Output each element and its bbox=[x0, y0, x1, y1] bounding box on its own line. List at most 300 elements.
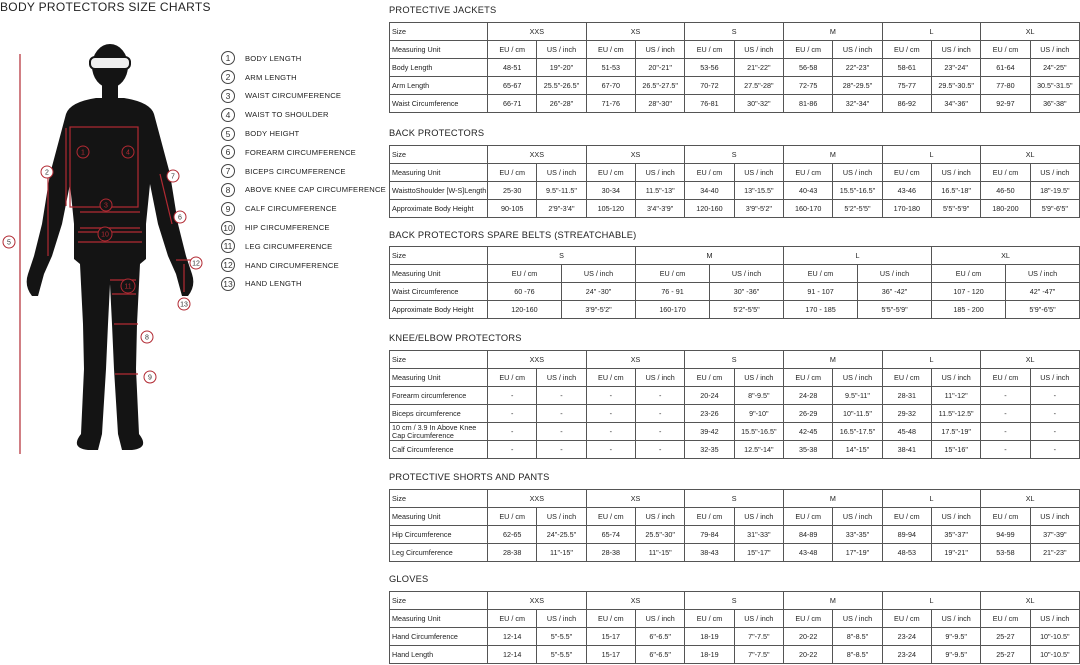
svg-text:13: 13 bbox=[180, 301, 188, 309]
size-heading-cell: XXS bbox=[488, 146, 587, 164]
value-cell: 5"-5.5" bbox=[537, 646, 586, 664]
value-cell: 170-180 bbox=[882, 200, 931, 218]
value-cell: - bbox=[1030, 405, 1079, 423]
legend-item bbox=[221, 181, 391, 200]
size-heading-cell: L bbox=[882, 592, 981, 610]
value-cell: 13"-15.5" bbox=[734, 182, 783, 200]
unit-cell: EU / cm bbox=[784, 369, 833, 387]
legend-item bbox=[221, 162, 391, 181]
value-cell: 30" -36" bbox=[710, 283, 784, 301]
size-label-cell: Size bbox=[390, 490, 488, 508]
legend-number-badge: 9 bbox=[221, 202, 235, 216]
value-cell: 42-45 bbox=[784, 423, 833, 441]
legend-number-badge: 10 bbox=[221, 221, 235, 235]
value-cell: 91 - 107 bbox=[784, 283, 858, 301]
value-cell: 51-53 bbox=[586, 59, 635, 77]
row-label-cell: Waist Circumference bbox=[390, 283, 488, 301]
figure-marker-3 bbox=[100, 199, 112, 211]
unit-header-row bbox=[390, 265, 1080, 283]
value-cell: 25.5"-30" bbox=[636, 526, 685, 544]
value-cell: 105-120 bbox=[586, 200, 635, 218]
unit-cell: US / inch bbox=[1030, 41, 1079, 59]
row-label-cell: WaisttoShoulder [W-S]Length bbox=[390, 182, 488, 200]
unit-cell: EU / cm bbox=[636, 265, 710, 283]
unit-cell: EU / cm bbox=[784, 265, 858, 283]
section-title: PROTECTIVE JACKETS bbox=[389, 5, 497, 15]
legend-item bbox=[221, 275, 391, 294]
value-cell: - bbox=[1030, 423, 1079, 441]
value-cell: 170 - 185 bbox=[784, 301, 858, 319]
value-cell: 61-64 bbox=[981, 59, 1030, 77]
size-table bbox=[389, 145, 1080, 218]
value-cell: 40-43 bbox=[784, 182, 833, 200]
row-label-cell: Hand Length bbox=[390, 646, 488, 664]
figure-marker-10 bbox=[98, 227, 112, 241]
value-cell: 19"-20" bbox=[537, 59, 586, 77]
size-header-row bbox=[390, 146, 1080, 164]
value-cell: 10"-10.5" bbox=[1030, 646, 1079, 664]
table-row bbox=[390, 544, 1080, 562]
value-cell: 53-56 bbox=[685, 59, 734, 77]
value-cell: 94-99 bbox=[981, 526, 1030, 544]
value-cell: 76 - 91 bbox=[636, 283, 710, 301]
value-cell: - bbox=[537, 441, 586, 459]
legend-label: LEG CIRCUMFERENCE bbox=[245, 241, 333, 251]
figure-marker-8 bbox=[141, 331, 153, 343]
value-cell: 15"-16" bbox=[931, 441, 980, 459]
value-cell: 18-19 bbox=[685, 646, 734, 664]
value-cell: - bbox=[586, 441, 635, 459]
value-cell: 11.5"-12.5" bbox=[931, 405, 980, 423]
value-cell: 15.5"-16.5" bbox=[833, 182, 882, 200]
legend-number-badge: 5 bbox=[221, 127, 235, 141]
value-cell: 67-70 bbox=[586, 77, 635, 95]
value-cell: 23-24 bbox=[882, 646, 931, 664]
size-label-cell: Size bbox=[390, 592, 488, 610]
value-cell: 5"-5.5" bbox=[537, 628, 586, 646]
legend-item bbox=[221, 87, 391, 106]
value-cell: 28-31 bbox=[882, 387, 931, 405]
value-cell: 31"-33" bbox=[734, 526, 783, 544]
value-cell: 28-38 bbox=[586, 544, 635, 562]
value-cell: 56-58 bbox=[784, 59, 833, 77]
unit-cell: US / inch bbox=[1030, 164, 1079, 182]
value-cell: 20-22 bbox=[784, 628, 833, 646]
svg-text:9: 9 bbox=[148, 374, 152, 382]
legend-label: BICEPS CIRCUMFERENCE bbox=[245, 166, 346, 176]
unit-label-cell: Measuring Unit bbox=[390, 265, 488, 283]
size-heading-cell: S bbox=[685, 23, 784, 41]
unit-header-row bbox=[390, 369, 1080, 387]
value-cell: - bbox=[488, 423, 537, 441]
unit-cell: US / inch bbox=[636, 610, 685, 628]
unit-cell: US / inch bbox=[833, 369, 882, 387]
legend-item bbox=[221, 143, 391, 162]
legend-number-badge: 7 bbox=[221, 164, 235, 178]
unit-cell: EU / cm bbox=[981, 369, 1030, 387]
measurement-legend bbox=[221, 49, 391, 293]
value-cell: 21"-22" bbox=[734, 59, 783, 77]
unit-cell: US / inch bbox=[931, 508, 980, 526]
value-cell: 17"-19" bbox=[833, 544, 882, 562]
value-cell: 36"-38" bbox=[1030, 95, 1079, 113]
size-heading-cell: XXS bbox=[488, 490, 587, 508]
unit-cell: US / inch bbox=[537, 164, 586, 182]
legend-label: WAIST TO SHOULDER bbox=[245, 110, 329, 120]
table-row bbox=[390, 387, 1080, 405]
value-cell: 25-30 bbox=[488, 182, 537, 200]
svg-text:3: 3 bbox=[104, 202, 108, 210]
size-heading-cell: XS bbox=[586, 146, 685, 164]
body-measurement-figure bbox=[0, 24, 215, 464]
size-heading-cell: XS bbox=[586, 351, 685, 369]
value-cell: 66-71 bbox=[488, 95, 537, 113]
size-table bbox=[389, 489, 1080, 562]
value-cell: 120-160 bbox=[488, 301, 562, 319]
unit-cell: EU / cm bbox=[685, 164, 734, 182]
svg-text:1: 1 bbox=[81, 149, 85, 157]
value-cell: 30"-32" bbox=[734, 95, 783, 113]
value-cell: 7"-7.5" bbox=[734, 628, 783, 646]
section-title: KNEE/ELBOW PROTECTORS bbox=[389, 333, 522, 343]
unit-cell: US / inch bbox=[636, 369, 685, 387]
value-cell: 15"-17" bbox=[734, 544, 783, 562]
legend-item bbox=[221, 68, 391, 87]
legend-number-badge: 1 bbox=[221, 51, 235, 65]
value-cell: 84-89 bbox=[784, 526, 833, 544]
row-label-cell: Hip Circumference bbox=[390, 526, 488, 544]
section-title: PROTECTIVE SHORTS AND PANTS bbox=[389, 472, 550, 482]
goggles-icon bbox=[90, 57, 130, 69]
value-cell: 3'4"-3'9" bbox=[636, 200, 685, 218]
value-cell: 43-46 bbox=[882, 182, 931, 200]
svg-text:7: 7 bbox=[171, 173, 175, 181]
legend-label: CALF CIRCUMFERENCE bbox=[245, 204, 337, 214]
value-cell: 30.5"-31.5" bbox=[1030, 77, 1079, 95]
unit-cell: EU / cm bbox=[981, 508, 1030, 526]
size-label-cell: Size bbox=[390, 23, 488, 41]
unit-cell: US / inch bbox=[734, 508, 783, 526]
value-cell: - bbox=[981, 423, 1030, 441]
unit-cell: US / inch bbox=[1006, 265, 1080, 283]
unit-cell: EU / cm bbox=[488, 369, 537, 387]
figure-marker-5 bbox=[3, 236, 15, 248]
unit-header-row bbox=[390, 164, 1080, 182]
value-cell: - bbox=[586, 423, 635, 441]
value-cell: 160-170 bbox=[636, 301, 710, 319]
unit-cell: US / inch bbox=[537, 41, 586, 59]
section-title: BACK PROTECTORS bbox=[389, 128, 485, 138]
size-header-row bbox=[390, 247, 1080, 265]
unit-cell: US / inch bbox=[931, 41, 980, 59]
value-cell: 24"-25" bbox=[1030, 59, 1079, 77]
unit-label-cell: Measuring Unit bbox=[390, 41, 488, 59]
size-heading-cell: S bbox=[685, 146, 784, 164]
value-cell: 5'9"-6'5" bbox=[1030, 200, 1079, 218]
value-cell: 18"-19.5" bbox=[1030, 182, 1079, 200]
row-label-cell: 10 cm / 3.9 In Above Knee Cap Circumference bbox=[390, 423, 488, 441]
figure-marker-13 bbox=[178, 298, 190, 310]
table-row bbox=[390, 301, 1080, 319]
row-label-cell: Approximate Body Height bbox=[390, 301, 488, 319]
value-cell: 9.5"-11.5" bbox=[537, 182, 586, 200]
value-cell: 28"-29.5" bbox=[833, 77, 882, 95]
value-cell: 20"-21" bbox=[636, 59, 685, 77]
size-heading-cell: M bbox=[784, 490, 883, 508]
unit-header-row bbox=[390, 41, 1080, 59]
table-row bbox=[390, 200, 1080, 218]
value-cell: 5'9"-6'5" bbox=[1006, 301, 1080, 319]
legend-label: BODY HEIGHT bbox=[245, 129, 300, 139]
section-title: BACK PROTECTORS SPARE BELTS (STREATCHABLE) bbox=[389, 230, 637, 240]
value-cell: 23-26 bbox=[685, 405, 734, 423]
unit-cell: US / inch bbox=[636, 164, 685, 182]
legend-number-badge: 3 bbox=[221, 89, 235, 103]
row-label-cell: Waist Circumference bbox=[390, 95, 488, 113]
size-heading-cell: XL bbox=[932, 247, 1080, 265]
value-cell: 65-67 bbox=[488, 77, 537, 95]
size-heading-cell: L bbox=[882, 23, 981, 41]
value-cell: 32"-34" bbox=[833, 95, 882, 113]
row-label-cell: Approximate Body Height bbox=[390, 200, 488, 218]
value-cell: 23"-24" bbox=[931, 59, 980, 77]
legend-number-badge: 11 bbox=[221, 239, 235, 253]
legend-label: ARM LENGTH bbox=[245, 72, 297, 82]
unit-cell: US / inch bbox=[858, 265, 932, 283]
svg-text:5: 5 bbox=[7, 239, 11, 247]
unit-cell: US / inch bbox=[710, 265, 784, 283]
size-heading-cell: L bbox=[882, 146, 981, 164]
svg-text:4: 4 bbox=[126, 149, 130, 157]
value-cell: 12-14 bbox=[488, 628, 537, 646]
row-label-cell: Body Length bbox=[390, 59, 488, 77]
unit-cell: US / inch bbox=[636, 41, 685, 59]
figure-marker-9 bbox=[144, 371, 156, 383]
size-label-cell: Size bbox=[390, 247, 488, 265]
value-cell: 180-200 bbox=[981, 200, 1030, 218]
value-cell: - bbox=[1030, 441, 1079, 459]
value-cell: 26-29 bbox=[784, 405, 833, 423]
svg-text:12: 12 bbox=[192, 260, 200, 268]
unit-cell: EU / cm bbox=[685, 41, 734, 59]
value-cell: 160-170 bbox=[784, 200, 833, 218]
unit-cell: US / inch bbox=[636, 508, 685, 526]
value-cell: 76-81 bbox=[685, 95, 734, 113]
value-cell: 45-48 bbox=[882, 423, 931, 441]
value-cell: - bbox=[1030, 387, 1079, 405]
unit-cell: US / inch bbox=[931, 369, 980, 387]
value-cell: 8"-8.5" bbox=[833, 628, 882, 646]
unit-cell: EU / cm bbox=[685, 369, 734, 387]
value-cell: 9.5"-11" bbox=[833, 387, 882, 405]
value-cell: 23-24 bbox=[882, 628, 931, 646]
value-cell: 5'2"-5'5" bbox=[710, 301, 784, 319]
unit-cell: EU / cm bbox=[784, 508, 833, 526]
svg-text:11: 11 bbox=[124, 283, 132, 291]
value-cell: 34"-36" bbox=[931, 95, 980, 113]
legend-number-badge: 6 bbox=[221, 145, 235, 159]
value-cell: 11"-12" bbox=[931, 387, 980, 405]
size-table bbox=[389, 246, 1080, 319]
size-heading-cell: XL bbox=[981, 490, 1080, 508]
figure-marker-6 bbox=[174, 211, 186, 223]
unit-cell: EU / cm bbox=[586, 41, 635, 59]
size-heading-cell: S bbox=[685, 351, 784, 369]
value-cell: 35-38 bbox=[784, 441, 833, 459]
value-cell: - bbox=[488, 405, 537, 423]
legend-label: BODY LENGTH bbox=[245, 53, 302, 63]
value-cell: 25-27 bbox=[981, 646, 1030, 664]
value-cell: 16.5"-17.5" bbox=[833, 423, 882, 441]
value-cell: 24"-25.5" bbox=[537, 526, 586, 544]
unit-header-row bbox=[390, 610, 1080, 628]
value-cell: 48-53 bbox=[882, 544, 931, 562]
unit-cell: US / inch bbox=[931, 610, 980, 628]
value-cell: 24-28 bbox=[784, 387, 833, 405]
row-label-cell: Leg Circumference bbox=[390, 544, 488, 562]
legend-item bbox=[221, 49, 391, 68]
legend-label: HAND LENGTH bbox=[245, 279, 302, 289]
value-cell: 53-58 bbox=[981, 544, 1030, 562]
value-cell: 62-65 bbox=[488, 526, 537, 544]
value-cell: 36" -42" bbox=[858, 283, 932, 301]
value-cell: 65-74 bbox=[586, 526, 635, 544]
value-cell: 30-34 bbox=[586, 182, 635, 200]
value-cell: 81-86 bbox=[784, 95, 833, 113]
size-heading-cell: XS bbox=[586, 592, 685, 610]
legend-item bbox=[221, 218, 391, 237]
body-silhouette-icon bbox=[27, 44, 194, 450]
size-label-cell: Size bbox=[390, 146, 488, 164]
unit-cell: EU / cm bbox=[488, 41, 537, 59]
unit-cell: US / inch bbox=[833, 610, 882, 628]
svg-text:6: 6 bbox=[178, 214, 182, 222]
unit-cell: EU / cm bbox=[882, 369, 931, 387]
size-heading-cell: XL bbox=[981, 351, 1080, 369]
unit-cell: US / inch bbox=[734, 164, 783, 182]
value-cell: 72-75 bbox=[784, 77, 833, 95]
value-cell: 26"-28" bbox=[537, 95, 586, 113]
legend-label: ABOVE KNEE CAP CIRCUMFERENCE bbox=[245, 185, 386, 195]
unit-cell: EU / cm bbox=[882, 164, 931, 182]
value-cell: 42" -47" bbox=[1006, 283, 1080, 301]
value-cell: 75-77 bbox=[882, 77, 931, 95]
value-cell: 79-84 bbox=[685, 526, 734, 544]
value-cell: 60 -76 bbox=[488, 283, 562, 301]
unit-cell: EU / cm bbox=[981, 41, 1030, 59]
unit-label-cell: Measuring Unit bbox=[390, 369, 488, 387]
value-cell: 77-80 bbox=[981, 77, 1030, 95]
size-heading-cell: L bbox=[882, 490, 981, 508]
size-heading-cell: XS bbox=[586, 490, 685, 508]
size-heading-cell: M bbox=[784, 351, 883, 369]
value-cell: 86-92 bbox=[882, 95, 931, 113]
value-cell: 10"-10.5" bbox=[1030, 628, 1079, 646]
value-cell: 34-40 bbox=[685, 182, 734, 200]
value-cell: 8"-8.5" bbox=[833, 646, 882, 664]
value-cell: 20-22 bbox=[784, 646, 833, 664]
value-cell: 28-38 bbox=[488, 544, 537, 562]
unit-cell: EU / cm bbox=[685, 610, 734, 628]
size-header-row bbox=[390, 351, 1080, 369]
value-cell: 15-17 bbox=[586, 646, 635, 664]
legend-number-badge: 13 bbox=[221, 277, 235, 291]
value-cell: 185 - 200 bbox=[932, 301, 1006, 319]
unit-cell: EU / cm bbox=[586, 369, 635, 387]
figure-marker-7 bbox=[167, 170, 179, 182]
size-heading-cell: M bbox=[636, 247, 784, 265]
unit-cell: EU / cm bbox=[586, 164, 635, 182]
value-cell: 11"-15" bbox=[537, 544, 586, 562]
size-header-row bbox=[390, 592, 1080, 610]
table-row bbox=[390, 441, 1080, 459]
value-cell: - bbox=[537, 387, 586, 405]
value-cell: - bbox=[636, 423, 685, 441]
size-heading-cell: M bbox=[784, 592, 883, 610]
size-heading-cell: XXS bbox=[488, 592, 587, 610]
unit-cell: EU / cm bbox=[488, 508, 537, 526]
value-cell: 107 - 120 bbox=[932, 283, 1006, 301]
unit-cell: US / inch bbox=[537, 508, 586, 526]
size-heading-cell: XXS bbox=[488, 23, 587, 41]
value-cell: 38-43 bbox=[685, 544, 734, 562]
value-cell: - bbox=[586, 387, 635, 405]
size-heading-cell: XL bbox=[981, 23, 1080, 41]
size-heading-cell: L bbox=[882, 351, 981, 369]
value-cell: - bbox=[488, 387, 537, 405]
value-cell: 16.5"-18" bbox=[931, 182, 980, 200]
table-row bbox=[390, 405, 1080, 423]
value-cell: 25.5"-26.5" bbox=[537, 77, 586, 95]
unit-label-cell: Measuring Unit bbox=[390, 164, 488, 182]
unit-cell: US / inch bbox=[734, 610, 783, 628]
table-row bbox=[390, 628, 1080, 646]
unit-cell: EU / cm bbox=[882, 508, 931, 526]
unit-cell: EU / cm bbox=[488, 265, 562, 283]
value-cell: 21"-23" bbox=[1030, 544, 1079, 562]
value-cell: 89-94 bbox=[882, 526, 931, 544]
legend-label: FOREARM CIRCUMFERENCE bbox=[245, 147, 356, 157]
legend-label: HAND CIRCUMFERENCE bbox=[245, 260, 339, 270]
unit-cell: US / inch bbox=[1030, 610, 1079, 628]
unit-cell: EU / cm bbox=[784, 610, 833, 628]
size-heading-cell: XS bbox=[586, 23, 685, 41]
row-label-cell: Biceps circumference bbox=[390, 405, 488, 423]
legend-item bbox=[221, 237, 391, 256]
svg-text:2: 2 bbox=[45, 169, 49, 177]
value-cell: - bbox=[537, 405, 586, 423]
value-cell: 22"-23" bbox=[833, 59, 882, 77]
table-row bbox=[390, 283, 1080, 301]
unit-cell: EU / cm bbox=[586, 610, 635, 628]
legend-label: WAIST CIRCUMFERENCE bbox=[245, 91, 342, 101]
size-table bbox=[389, 350, 1080, 459]
unit-cell: EU / cm bbox=[882, 41, 931, 59]
row-label-cell: Forearm circumference bbox=[390, 387, 488, 405]
value-cell: 10"-11.5" bbox=[833, 405, 882, 423]
value-cell: - bbox=[636, 387, 685, 405]
unit-cell: EU / cm bbox=[586, 508, 635, 526]
legend-item bbox=[221, 256, 391, 275]
value-cell: 11"-15" bbox=[636, 544, 685, 562]
svg-text:10: 10 bbox=[101, 231, 109, 239]
legend-item bbox=[221, 105, 391, 124]
legend-number-badge: 8 bbox=[221, 183, 235, 197]
value-cell: 35"-37" bbox=[931, 526, 980, 544]
unit-cell: EU / cm bbox=[488, 610, 537, 628]
unit-cell: EU / cm bbox=[685, 508, 734, 526]
size-heading-cell: L bbox=[784, 247, 932, 265]
